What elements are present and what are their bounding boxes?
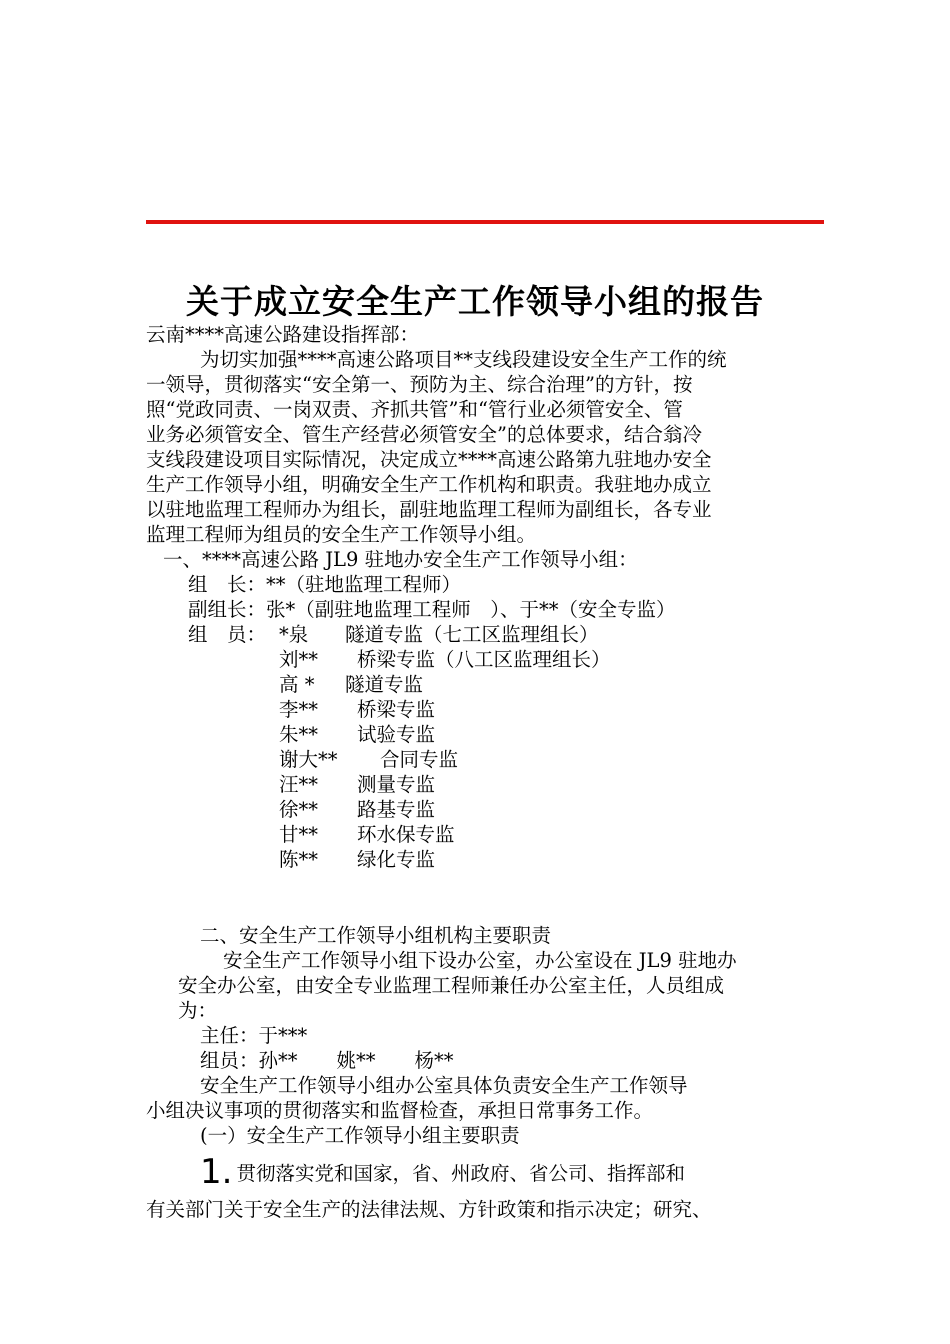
member-name: 李** — [279, 698, 319, 721]
member-role: 桥梁专监 — [357, 698, 436, 721]
section2-para-line: 为： — [178, 999, 218, 1022]
intro-line: 一领导，贯彻落实“安全第一、预防为主、综合治理”的方针，按 — [146, 373, 693, 396]
item1-line — [200, 1152, 685, 1192]
member-role: 隧道专监（七工区监理组长） — [345, 623, 599, 646]
member-role: 桥梁专监（八工区监理组长） — [357, 648, 611, 671]
member-name: 谢大** — [279, 748, 338, 771]
member-name: 甘** — [279, 823, 319, 846]
member-name: 徐** — [279, 798, 319, 821]
intro-line: 以驻地监理工程师办为组长，副驻地监理工程师为副组长，各专业 — [146, 498, 712, 521]
item1-text: 贯彻落实党和国家，省、州政府、省公司、指挥部和 — [236, 1162, 685, 1185]
member-role: 测量专监 — [357, 773, 436, 796]
group-leader: 组 长：**（驻地监理工程师） — [188, 573, 462, 596]
member-name: 刘** — [279, 648, 319, 671]
section1-heading: 一、****高速公路 JL9 驻地办安全生产工作领导小组： — [163, 548, 638, 571]
member-name: 陈** — [279, 848, 319, 871]
member-role: 试验专监 — [357, 723, 436, 746]
member-name: *泉 — [279, 623, 309, 646]
member-role: 绿化专监 — [357, 848, 436, 871]
intro-line: 为切实加强****高速公路项目**支线段建设安全生产工作的统 — [200, 348, 727, 371]
item1-line: 有关部门关于安全生产的法律法规、方针政策和指示决定；研究、 — [146, 1198, 712, 1221]
section2-para-line: 安全生产工作领导小组办公室具体负责安全生产工作领导 — [200, 1074, 688, 1097]
member-role: 环水保专监 — [357, 823, 455, 846]
intro-line: 业务必须管安全、管生产经营必须管安全”的总体要求，结合翁冷 — [146, 423, 702, 446]
member-name: 高 * — [279, 673, 315, 696]
member-role: 合同专监 — [380, 748, 459, 771]
member-role: 路基专监 — [357, 798, 436, 821]
member-role: 隧道专监 — [345, 673, 424, 696]
office-director: 主任：于*** — [200, 1024, 308, 1047]
office-members: 组员：孙** 姚** 杨** — [200, 1049, 454, 1072]
section2-heading: 二、安全生产工作领导小组机构主要职责 — [200, 924, 552, 947]
salutation: 云南****高速公路建设指挥部： — [146, 323, 420, 346]
members-label: 组 员： — [188, 623, 267, 646]
intro-line: 照“党政同责、一岗双责、齐抓共管”和“管行业必须管安全、管 — [146, 398, 683, 421]
intro-line: 生产工作领导小组，明确安全生产工作机构和职责。我驻地办成立 — [146, 473, 712, 496]
deputy-leader: 副组长：张*（副驻地监理工程师 ）、于**（安全专监） — [188, 598, 676, 621]
document-title: 关于成立安全生产工作领导小组的报告 — [186, 282, 764, 321]
section2-para-line: 安全生产工作领导小组下设办公室，办公室设在 JL9 驻地办 — [223, 949, 737, 972]
section2-para-line: 安全办公室，由安全专业监理工程师兼任办公室主任，人员组成 — [178, 974, 725, 997]
section2-subheading: (一）安全生产工作领导小组主要职责 — [200, 1124, 520, 1147]
header-red-rule — [146, 220, 824, 224]
member-name: 朱** — [279, 723, 319, 746]
item-number: 1. — [200, 1152, 233, 1192]
section2-para-line: 小组决议事项的贯彻落实和监督检查，承担日常事务工作。 — [146, 1099, 654, 1122]
intro-line: 监理工程师为组员的安全生产工作领导小组。 — [146, 523, 537, 546]
member-name: 汪** — [279, 773, 319, 796]
intro-line: 支线段建设项目实际情况，决定成立****高速公路第九驻地办安全 — [146, 448, 712, 471]
